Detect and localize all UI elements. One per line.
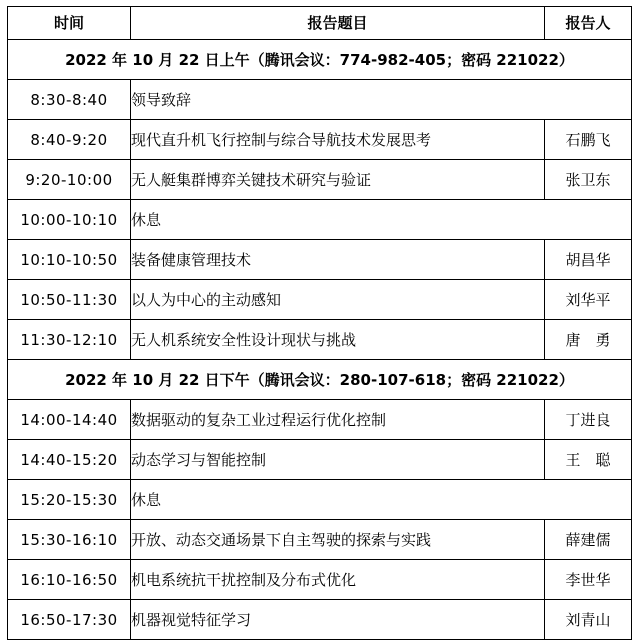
table-row — [8, 400, 632, 440]
topic-cell: 数据驱动的复杂工业过程运行优化控制 — [131, 400, 545, 440]
header-time: 时间 — [8, 7, 131, 40]
table-row — [8, 520, 632, 560]
table-row — [8, 160, 632, 200]
topic-cell: 动态学习与智能控制 — [131, 440, 545, 480]
time-cell: 9:20-10:00 — [8, 160, 131, 200]
header-topic: 报告题目 — [131, 7, 545, 40]
time-cell: 16:50-17:30 — [8, 600, 131, 640]
header-row — [8, 7, 632, 40]
time-cell: 10:10-10:50 — [8, 240, 131, 280]
time-cell: 15:30-16:10 — [8, 520, 131, 560]
table-row — [8, 120, 632, 160]
time-cell: 11:30-12:10 — [8, 320, 131, 360]
table-row — [8, 560, 632, 600]
topic-cell: 休息 — [131, 200, 632, 240]
time-cell: 14:40-15:20 — [8, 440, 131, 480]
speaker-cell: 王 聪 — [545, 440, 632, 480]
speaker-cell: 刘华平 — [545, 280, 632, 320]
speaker-cell: 张卫东 — [545, 160, 632, 200]
speaker-cell: 丁进良 — [545, 400, 632, 440]
topic-cell: 装备健康管理技术 — [131, 240, 545, 280]
session-title: 2022 年 10 月 22 日上午（腾讯会议：774-982-405；密码 221022） — [8, 40, 632, 80]
time-cell: 16:10-16:50 — [8, 560, 131, 600]
time-cell: 8:40-9:20 — [8, 120, 131, 160]
speaker-cell: 薛建儒 — [545, 520, 632, 560]
session-row — [8, 40, 632, 80]
topic-cell: 无人机系统安全性设计现状与挑战 — [131, 320, 545, 360]
table-row — [8, 440, 632, 480]
speaker-cell: 胡昌华 — [545, 240, 632, 280]
time-cell: 8:30-8:40 — [8, 80, 131, 120]
time-cell: 10:50-11:30 — [8, 280, 131, 320]
speaker-cell: 刘青山 — [545, 600, 632, 640]
speaker-cell: 李世华 — [545, 560, 632, 600]
topic-cell: 机电系统抗干扰控制及分布式优化 — [131, 560, 545, 600]
topic-cell: 无人艇集群博弈关键技术研究与验证 — [131, 160, 545, 200]
topic-cell: 领导致辞 — [131, 80, 632, 120]
table-row — [8, 200, 632, 240]
header-speaker: 报告人 — [545, 7, 632, 40]
topic-cell: 以人为中心的主动感知 — [131, 280, 545, 320]
table-row — [8, 320, 632, 360]
table-row — [8, 280, 632, 320]
topic-cell: 休息 — [131, 480, 632, 520]
schedule-table — [7, 6, 632, 640]
table-row — [8, 80, 632, 120]
speaker-cell: 石鹏飞 — [545, 120, 632, 160]
topic-cell: 现代直升机飞行控制与综合导航技术发展思考 — [131, 120, 545, 160]
time-cell: 10:00-10:10 — [8, 200, 131, 240]
topic-cell: 机器视觉特征学习 — [131, 600, 545, 640]
time-cell: 15:20-15:30 — [8, 480, 131, 520]
session-row — [8, 360, 632, 400]
table-row — [8, 480, 632, 520]
time-cell: 14:00-14:40 — [8, 400, 131, 440]
speaker-cell: 唐 勇 — [545, 320, 632, 360]
topic-cell: 开放、动态交通场景下自主驾驶的探索与实践 — [131, 520, 545, 560]
session-title: 2022 年 10 月 22 日下午（腾讯会议：280-107-618；密码 221022） — [8, 360, 632, 400]
table-row — [8, 600, 632, 640]
table-row — [8, 240, 632, 280]
